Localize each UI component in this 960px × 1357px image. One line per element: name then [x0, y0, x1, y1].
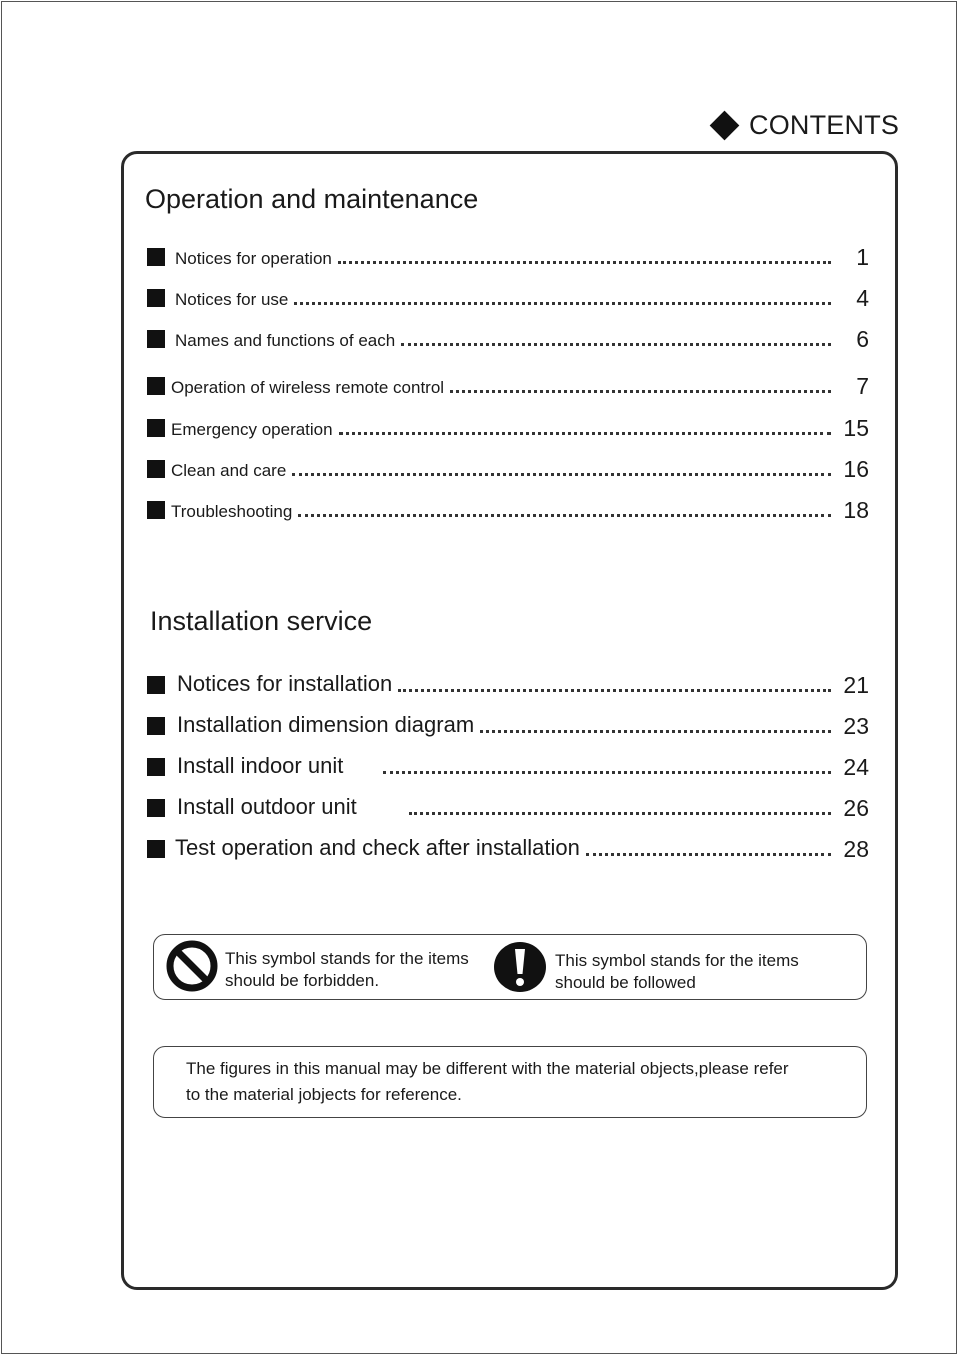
dot-leader — [294, 302, 831, 305]
toc-row-notices-installation[interactable] — [147, 670, 869, 700]
forbidden-line-1: This symbol stands for the items — [225, 949, 469, 968]
toc-label: Test operation and check after installation — [175, 835, 580, 860]
toc-row-troubleshooting[interactable] — [147, 495, 869, 525]
toc-row-clean-care[interactable] — [147, 454, 869, 484]
followed-line-2: should be followed — [555, 973, 696, 992]
toc-label: Notices for use — [175, 290, 289, 309]
toc-label: Names and functions of each — [175, 331, 396, 350]
toc-label: Install outdoor unit — [177, 794, 357, 819]
toc-row-notices-operation[interactable] — [147, 242, 869, 272]
toc-page-number: 23 — [843, 713, 869, 739]
square-bullet-icon — [147, 289, 165, 307]
dot-leader — [398, 689, 831, 692]
forbidden-description — [225, 948, 469, 992]
toc-label: Installation dimension diagram — [177, 712, 475, 737]
toc-page-number: 24 — [843, 754, 869, 780]
contents-header — [708, 108, 899, 142]
toc-page-number: 16 — [843, 456, 869, 482]
square-bullet-icon — [147, 717, 165, 735]
toc-label: Operation of wireless remote control — [171, 378, 445, 397]
square-bullet-icon — [147, 330, 165, 348]
toc-page-number: 26 — [843, 795, 869, 821]
dot-leader — [338, 261, 831, 264]
toc-row-names-functions[interactable] — [147, 324, 869, 354]
square-bullet-icon — [147, 419, 165, 437]
toc-label: Clean and care — [171, 461, 287, 480]
dot-leader — [298, 514, 831, 517]
square-bullet-icon — [147, 501, 165, 519]
square-bullet-icon — [147, 460, 165, 478]
dot-leader — [480, 730, 831, 733]
figures-note-line-1: The figures in this manual may be different with the material objects,please refer — [186, 1059, 789, 1078]
toc-label: Notices for installation — [177, 671, 393, 696]
section-title-installation: Installation service — [150, 606, 373, 636]
dot-leader — [383, 771, 831, 774]
toc-row-notices-use[interactable] — [147, 283, 869, 313]
toc-row-dimension-diagram[interactable] — [147, 711, 869, 741]
figures-note — [186, 1056, 846, 1108]
toc-page-number: 21 — [843, 672, 869, 698]
exclamation-icon — [492, 940, 548, 994]
square-bullet-icon — [147, 676, 165, 694]
square-bullet-icon — [147, 758, 165, 776]
toc-row-wireless-remote[interactable] — [147, 371, 869, 401]
followed-description — [555, 950, 799, 994]
dot-leader — [339, 432, 831, 435]
toc-page-number: 4 — [856, 285, 869, 311]
toc-row-test-operation[interactable] — [147, 834, 869, 864]
toc-page-number: 28 — [843, 836, 869, 862]
toc-label: Notices for operation — [175, 249, 332, 268]
toc-label: Install indoor unit — [177, 753, 344, 778]
toc-row-emergency[interactable] — [147, 413, 869, 443]
dot-leader — [292, 473, 831, 476]
toc-label: Emergency operation — [171, 420, 333, 439]
dot-leader — [409, 812, 831, 815]
toc-page-number: 15 — [843, 415, 869, 441]
toc-row-indoor-unit[interactable] — [147, 752, 869, 782]
toc-page-number: 18 — [843, 497, 869, 523]
contents-title: CONTENTS — [749, 109, 900, 140]
square-bullet-icon — [147, 799, 165, 817]
toc-page-number: 7 — [856, 373, 869, 399]
forbidden-icon — [164, 938, 220, 994]
followed-line-1: This symbol stands for the items — [555, 951, 799, 970]
dot-leader — [586, 853, 831, 856]
dot-leader — [450, 390, 831, 393]
square-bullet-icon — [147, 377, 165, 395]
dot-leader — [401, 343, 831, 346]
toc-label: Troubleshooting — [171, 502, 293, 521]
figures-note-line-2: to the material jobjects for reference. — [186, 1085, 462, 1104]
toc-page-number: 6 — [856, 326, 869, 352]
diamond-icon — [710, 110, 740, 140]
toc-row-outdoor-unit[interactable] — [147, 793, 869, 823]
square-bullet-icon — [147, 840, 165, 858]
square-bullet-icon — [147, 248, 165, 266]
forbidden-line-2: should be forbidden. — [225, 971, 380, 990]
section-title-operation: Operation and maintenance — [145, 184, 479, 214]
toc-page-number: 1 — [856, 244, 869, 270]
